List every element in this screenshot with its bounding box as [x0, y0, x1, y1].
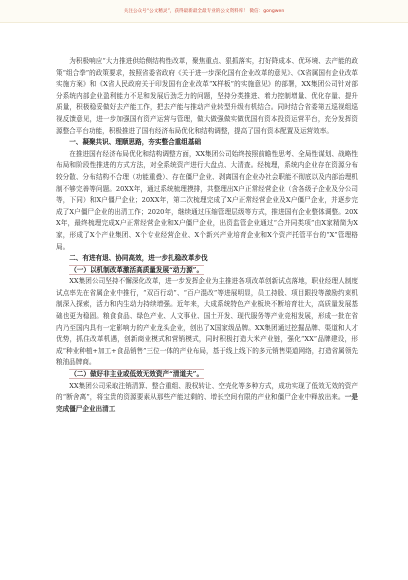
subsection-2-2-emphasis: 一是完成僵尸企业出清工 — [56, 393, 359, 413]
section-heading-1: 一、凝聚共识、理顺思路，夯实整合重组基础 — [69, 138, 202, 147]
subsection-highlight-2-2: （二）做好非主业或低效无效资产“清道夫”。 — [70, 370, 204, 379]
header-banner — [0, 0, 408, 23]
subsection-heading-2-2 — [56, 369, 358, 381]
intro-paragraph: 为积极响应“大力推进供给侧结构性改革，聚焦重点、狠抓落实，打好降成本、优环境、去产能的政策“组合拳”的政策要求，按照省委省政府《关于进一步深化国有企业改革的意见》、《X省属国有企业改革实施方案》和《X省人民政府关于印发国有企业改革“X样板”的实施意见》的部署，XX集团公司针对部分系统内部企业盈利能力不足和发展后劲乏力的问题，坚持分类推进、着力控制增量、优化存量、提升质量，积极稳妥做好去产能工作，把去产能与推动产业转型升级有机结合。同时结合省委第五巡视组巡视反馈意见，进一步加强国有资产运营与管理，做大做强做实做优国有资本投资运营平台，充分发挥资源整合平台功能，积极推进了国有经济布局优化和结构调整，提高了国有资本配置及运营效率。 — [56, 57, 358, 135]
document-body — [56, 56, 358, 415]
subsection-heading-2-1 — [56, 265, 358, 277]
section-1-paragraph: 在推进国有经济布局优化和结构调整方面，XX集团公司始终按照前瞻性思考、全局性谋划、战略性布局和阶段性推进的方式方法，对全系统资产进行大盘点、大清查。经梳理，系统内企业存在资源分布较分散、分布结构不合理（功能重叠）、存在僵尸企业、剥离国有企业办社会职能不彻底以及内部治理机制不够完善等问题。20XX年，通过系统梳理摸排，共整理出X户正常经营企业（含各级子企业及分公司等，下同）和X户僵尸企业；20XX年，第二次梳理完成了X户正常经营企业及X户僵尸企业，并逐步完成了X户僵尸企业的出清工作；2020年，继续通过压缩管理层级等方式，推进国有企业整体调整。20XX年，最终梳理完成X户正常经营企业和X户僵尸企业，出资监管企业通过“合并同类项”由X家精简为X家，形成了X个产业集团、X个专业经营企业、X个新兴产业培育企业和X个资产托管平台的“X”管理格局。 — [56, 149, 358, 251]
subsection-highlight-2-1: （一）以机制改革激活高质量发展“动力源”。 — [70, 265, 204, 274]
subsection-2-2-paragraph — [56, 381, 358, 416]
section-heading-2: 二、有进有退、协同高效，进一步扎稳改革步伐 — [69, 254, 208, 263]
banner-text: 关注公众号“公文精灵”，获得最新最全最专业的公文资料库！ 微信：gongwen — [123, 9, 285, 14]
subsection-2-1-paragraph: XX集团公司坚持不懈深化改革，进一步发挥企业为主推进各项改革创新试点落地，职业经理人制度试点率先在省属企业中推行，“双百行动”、“百户混改”等进展明显，员工持股、项目跟投等激励约束机制深入探索，活力和内生动力持续增强。近年来，大成系统特色产业板块不断培育壮大，高质量发展基础也更为稳固。粮食食品、绿色产业、人文事业、国土开发、现代服务等产业竞相发展，形成一批在省内乃至国内具有一定影响力的产业龙头企业，创出了X国家级品牌。XX集团通过挖掘品牌、渠道和人才优势，抓住改革机遇，创新商业模式和营销模式，同时积极打造大米产业链，强化“XX”品牌建设，形成“种业种植+加工+食品销售”三位一体的产业布局，基于线上线下的多元销售渠道网络，打造省属领先粮油品牌商。 — [56, 277, 358, 367]
subsection-2-2-text: XX集团公司采取注销清算、整合重组、股权转让、空壳化等多种方式，成功实现了低效无效的资产的“断舍离”，将宝贵的资源要素从那些产能过剩的、增长空间有限的产业和僵尸企业中释放出来。 — [56, 381, 358, 402]
